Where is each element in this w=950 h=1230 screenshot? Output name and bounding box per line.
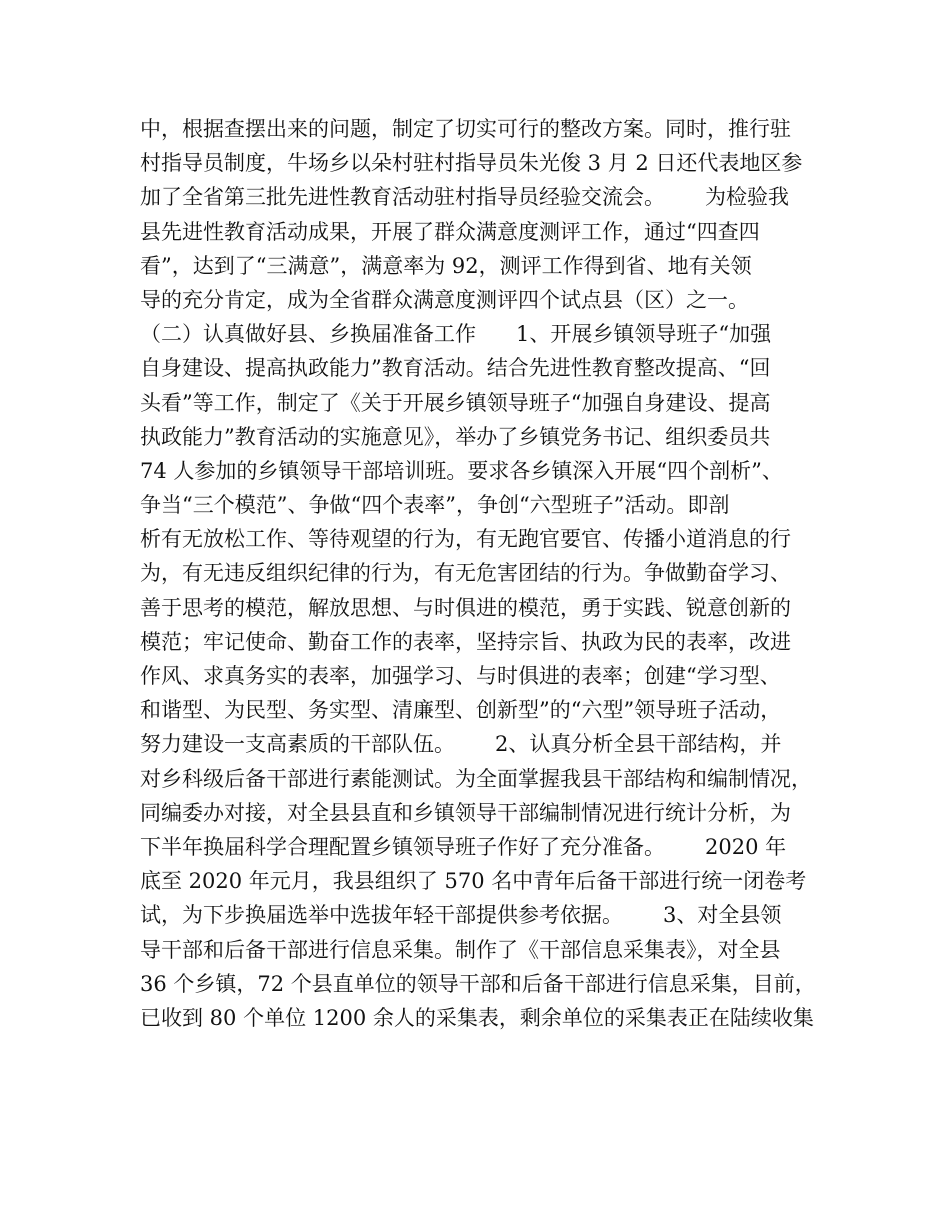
text-line: 作风、求真务实的表率，加强学习、与时俱进的表率；创建“学习型、 [140, 664, 781, 688]
text-line: 同编委办对接，对全县县直和乡镇领导干部编制情况进行统计分析，为 [140, 800, 791, 825]
text-line: 争当“三个模范”、争做“四个表率”，争创“六型班子”活动。即剖 [140, 493, 730, 518]
text-line: 底至 2020 年元月，我县组织了 570 名中青年后备干部进行统一闭卷考 [140, 869, 807, 894]
text-line: （二）认真做好县、乡换届准备工作 1、开展乡镇领导班子“加强 [140, 322, 772, 347]
text-line: 为，有无违反组织纪律的行为，有无危害团结的行为。争做勤奋学习、 [140, 561, 791, 586]
text-line: 试，为下步换届选举中选拔年轻干部提供参考依据。 3、对全县领 [140, 903, 782, 928]
text-line: 模范；牢记使命、勤奋工作的表率，坚持宗旨、执政为民的表率，改进 [140, 629, 791, 654]
text-line: 导的充分肯定，成为全省群众满意度测评四个试点县（区）之一。 [140, 287, 749, 312]
text-line: 中，根据查摆出来的问题，制定了切实可行的整改方案。同时，推行驻 [140, 117, 791, 141]
text-line: 看”，达到了“三满意”，满意率为 92，测评工作得到省、地有关领 [140, 253, 752, 278]
text-line: 和谐型、为民型、务实型、清廉型、创新型”的“六型”领导班子活动， [140, 698, 782, 723]
text-line: 头看”等工作，制定了《关于开展乡镇领导班子“加强自身建设、提高 [140, 390, 771, 415]
text-line: 自身建设、提高执政能力”教育活动。结合先进性教育整改提高、“回 [140, 356, 771, 381]
text-line: 74 人参加的乡镇领导干部培训班。要求各乡镇深入开展“四个剖析”、 [140, 458, 783, 483]
text-line: 析有无放松工作、等待观望的行为，有无跑官要官、传播小道消息的行 [140, 527, 791, 552]
text-line: 善于思考的模范，解放思想、与时俱进的模范，勇于实践、锐意创新的 [140, 595, 791, 620]
text-line: 努力建设一支高素质的干部队伍。 2、认真分析全县干部结构，并 [140, 732, 782, 757]
text-line: 县先进性教育活动成果，开展了群众满意度测评工作，通过“四查四 [140, 219, 760, 244]
text-line: 对乡科级后备干部进行素能测试。为全面掌握我县干部结构和编制情况， [140, 766, 812, 791]
text-line: 加了全省第三批先进性教育活动驻村指导员经验交流会。 为检验我 [140, 185, 790, 210]
text-line: 村指导员制度，牛场乡以朵村驻村指导员朱光俊 3 月 2 日还代表地区参 [140, 151, 803, 176]
text-line: 执政能力”教育活动的实施意见》，举办了乡镇党务书记、组织委员共 [140, 424, 771, 449]
body-text [140, 112, 830, 1035]
text-line: 导干部和后备干部进行信息采集。制作了《干部信息采集表》，对全县 [140, 937, 781, 962]
text-line: 已收到 80 个单位 1200 余人的采集表，剩余单位的采集表正在陆续收集 [140, 1005, 814, 1030]
text-line: 下半年换届科学合理配置乡镇领导班子作好了充分准备。 2020 年 [140, 834, 787, 859]
text-line: 36 个乡镇，72 个县直单位的领导干部和后备干部进行信息采集，目前， [140, 971, 816, 996]
